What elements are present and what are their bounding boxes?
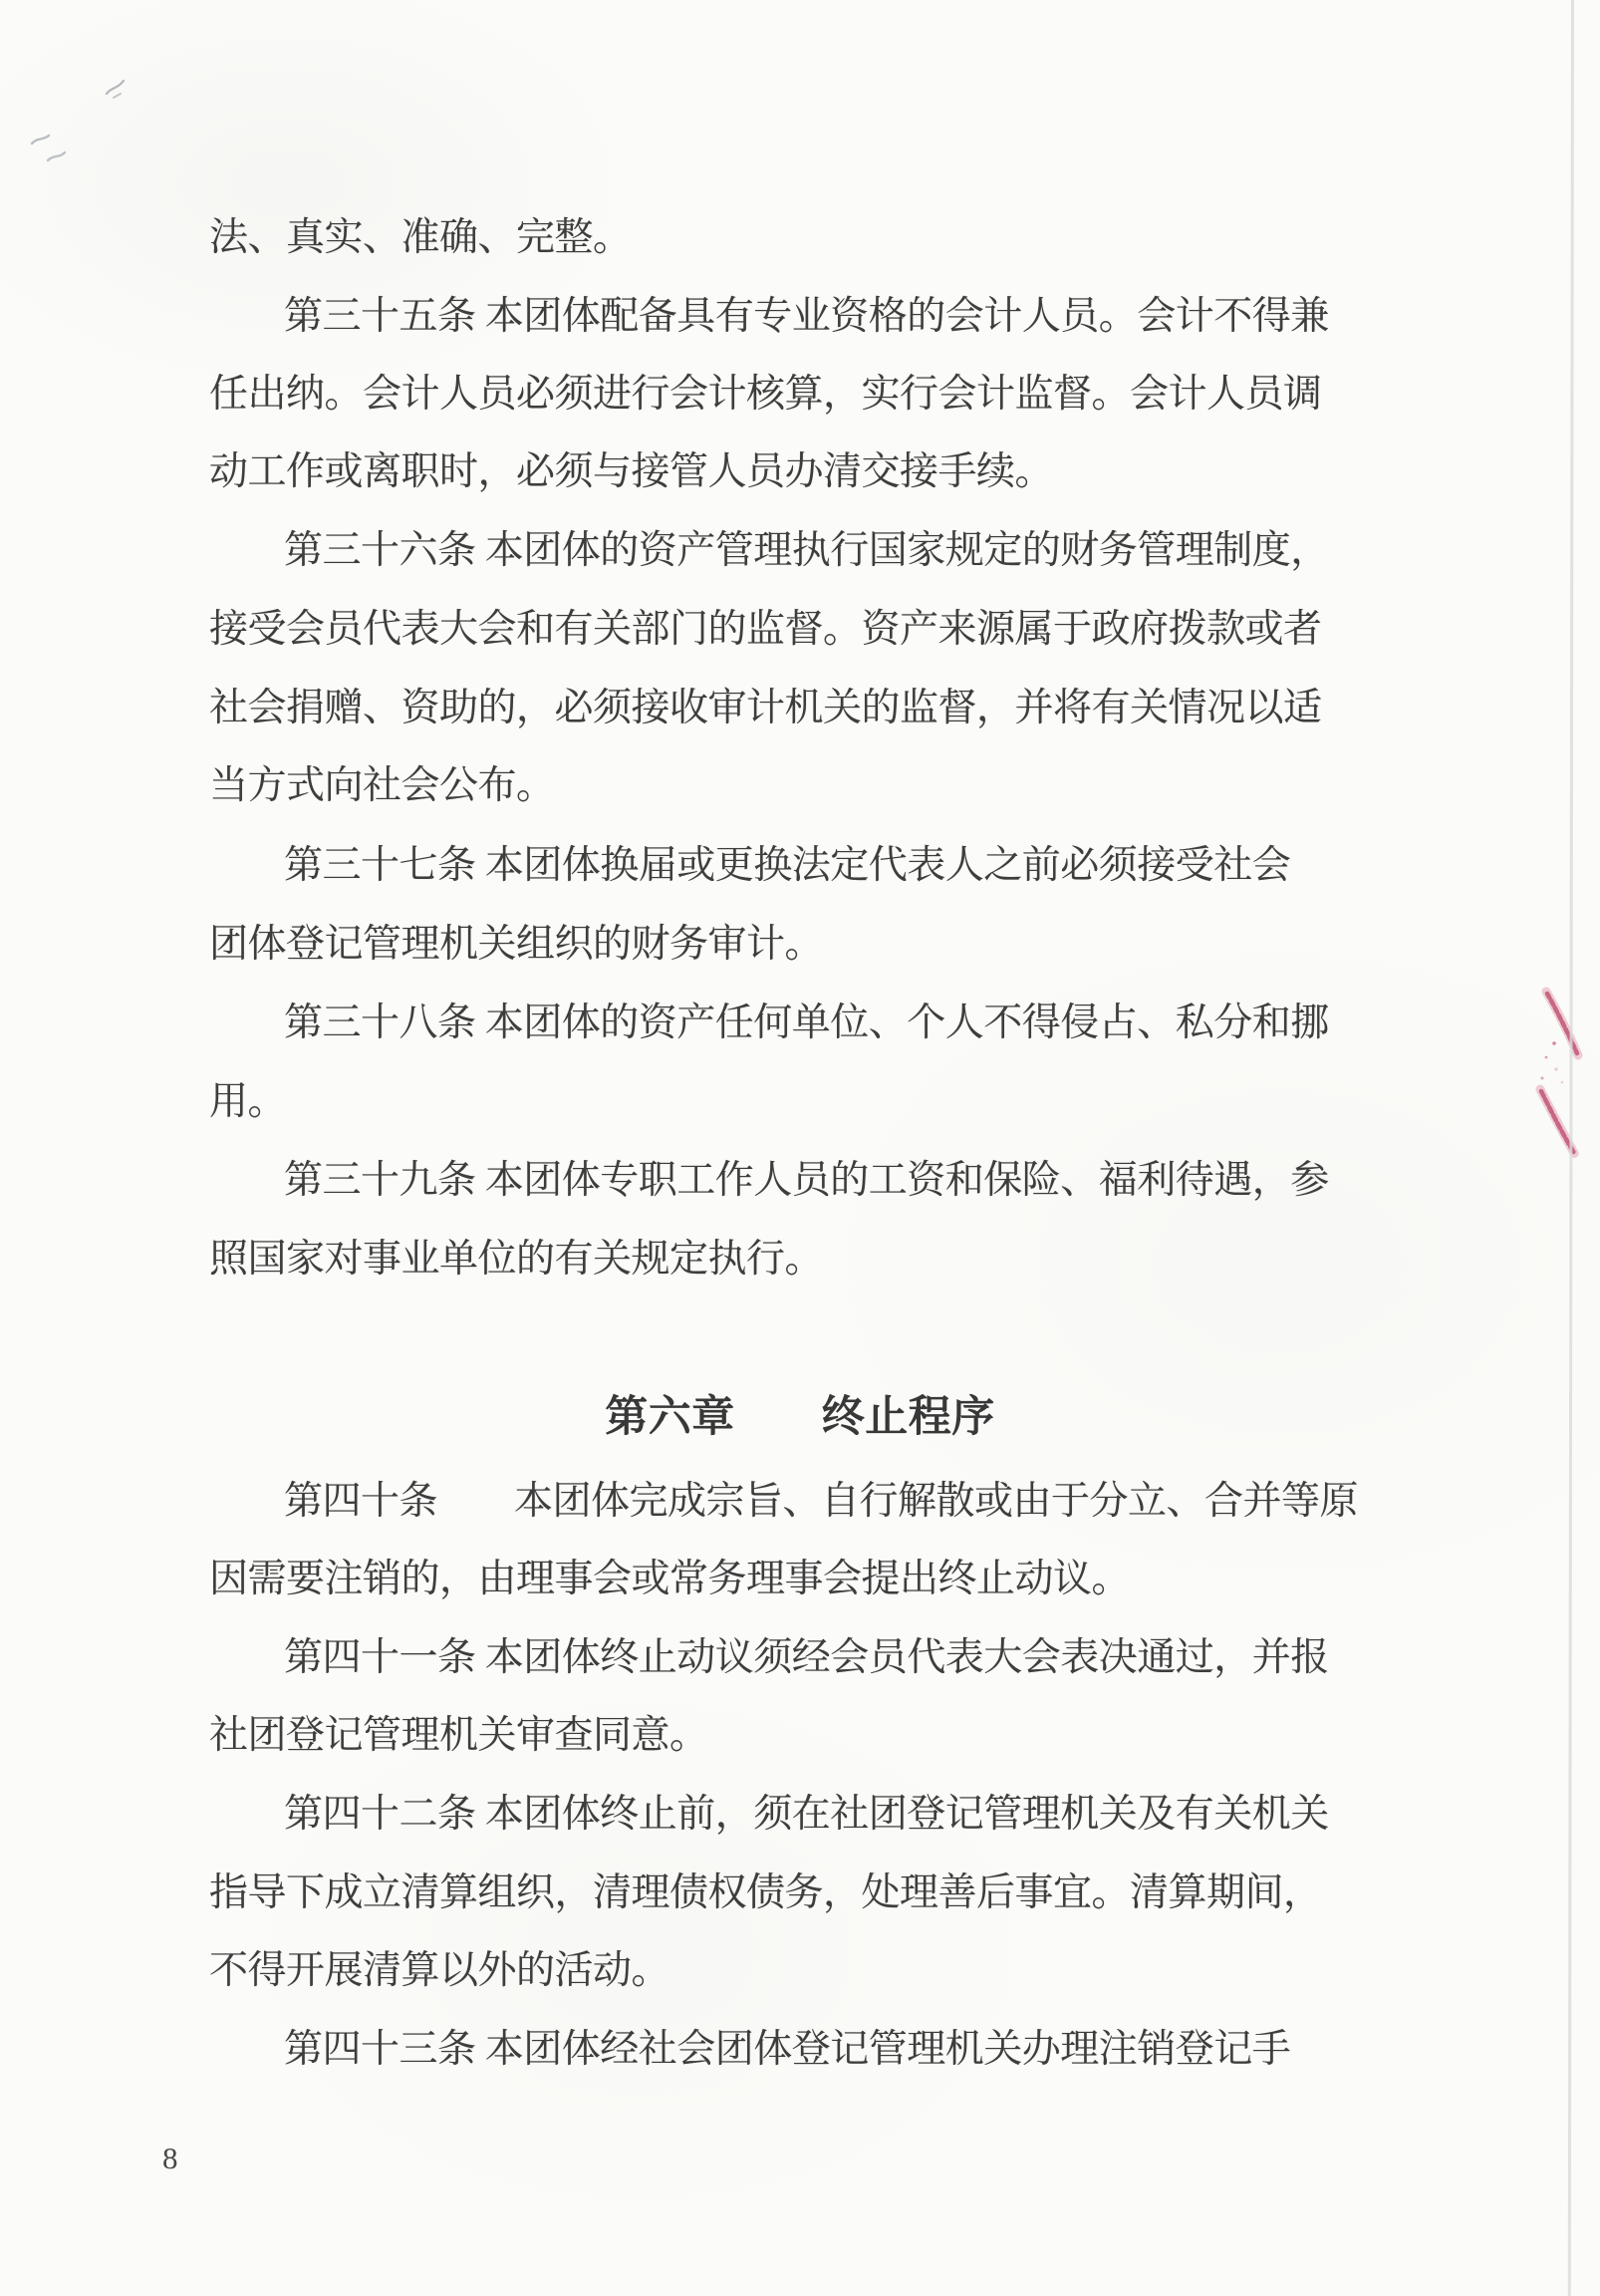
text-line: 用。 <box>209 1080 287 1123</box>
chapter-heading: 第六章 终止程序 <box>605 1394 995 1441</box>
text-line: 第三十九条 本团体专职工作人员的工资和保险、福利待遇，参 <box>284 1159 1329 1202</box>
text-line: 第三十六条 本团体的资产管理执行国家规定的财务管理制度， <box>284 529 1329 572</box>
text-line: 指导下成立清算组织，清理债权债务，处理善后事宜。清算期间， <box>209 1871 1322 1914</box>
text-line: 当方式向社会公布。 <box>209 764 555 807</box>
text-line: 第四十一条 本团体终止动议须经会员代表大会表决通过，并报 <box>284 1636 1329 1679</box>
text-line: 不得开展清算以外的活动。 <box>209 1949 670 1992</box>
pencil-mark <box>46 147 68 165</box>
text-line: 接受会员代表大会和有关部门的监督。资产来源属于政府拨款或者 <box>209 608 1322 651</box>
text-line: 社团登记管理机关审查同意。 <box>209 1714 708 1757</box>
text-line: 法、真实、准确、完整。 <box>209 216 632 259</box>
pencil-mark <box>30 132 52 149</box>
text-line: 第三十八条 本团体的资产任何单位、个人不得侵占、私分和挪 <box>284 1002 1329 1044</box>
pencil-mark <box>104 76 130 104</box>
page-number: 8 <box>162 2141 178 2175</box>
text-line: 照国家对事业单位的有关规定执行。 <box>209 1238 824 1281</box>
text-line: 动工作或离职时，必须与接管人员办清交接手续。 <box>209 450 1054 493</box>
stamp-edge-mark <box>1532 982 1594 1176</box>
text-line: 第四十二条 本团体终止前，须在社团登记管理机关及有关机关 <box>284 1793 1329 1836</box>
text-line: 团体登记管理机关组织的财务审计。 <box>209 923 824 966</box>
text-line: 因需要注销的，由理事会或常务理事会提出终止动议。 <box>209 1558 1131 1600</box>
text-line: 第三十五条 本团体配备具有专业资格的会计人员。会计不得兼 <box>284 295 1329 338</box>
text-line: 第四十条 本团体完成宗旨、自行解散或由于分立、合并等原 <box>284 1480 1359 1523</box>
text-line: 任出纳。会计人员必须进行会计核算，实行会计监督。会计人员调 <box>209 373 1322 416</box>
scan-edge-line <box>1568 0 1574 2296</box>
text-line: 社会捐赠、资助的，必须接收审计机关的监督，并将有关情况以适 <box>209 687 1322 729</box>
text-line: 第三十七条 本团体换届或更换法定代表人之前必须接受社会 <box>284 844 1291 887</box>
text-line: 第四十三条 本团体经社会团体登记管理机关办理注销登记手 <box>284 2028 1291 2071</box>
